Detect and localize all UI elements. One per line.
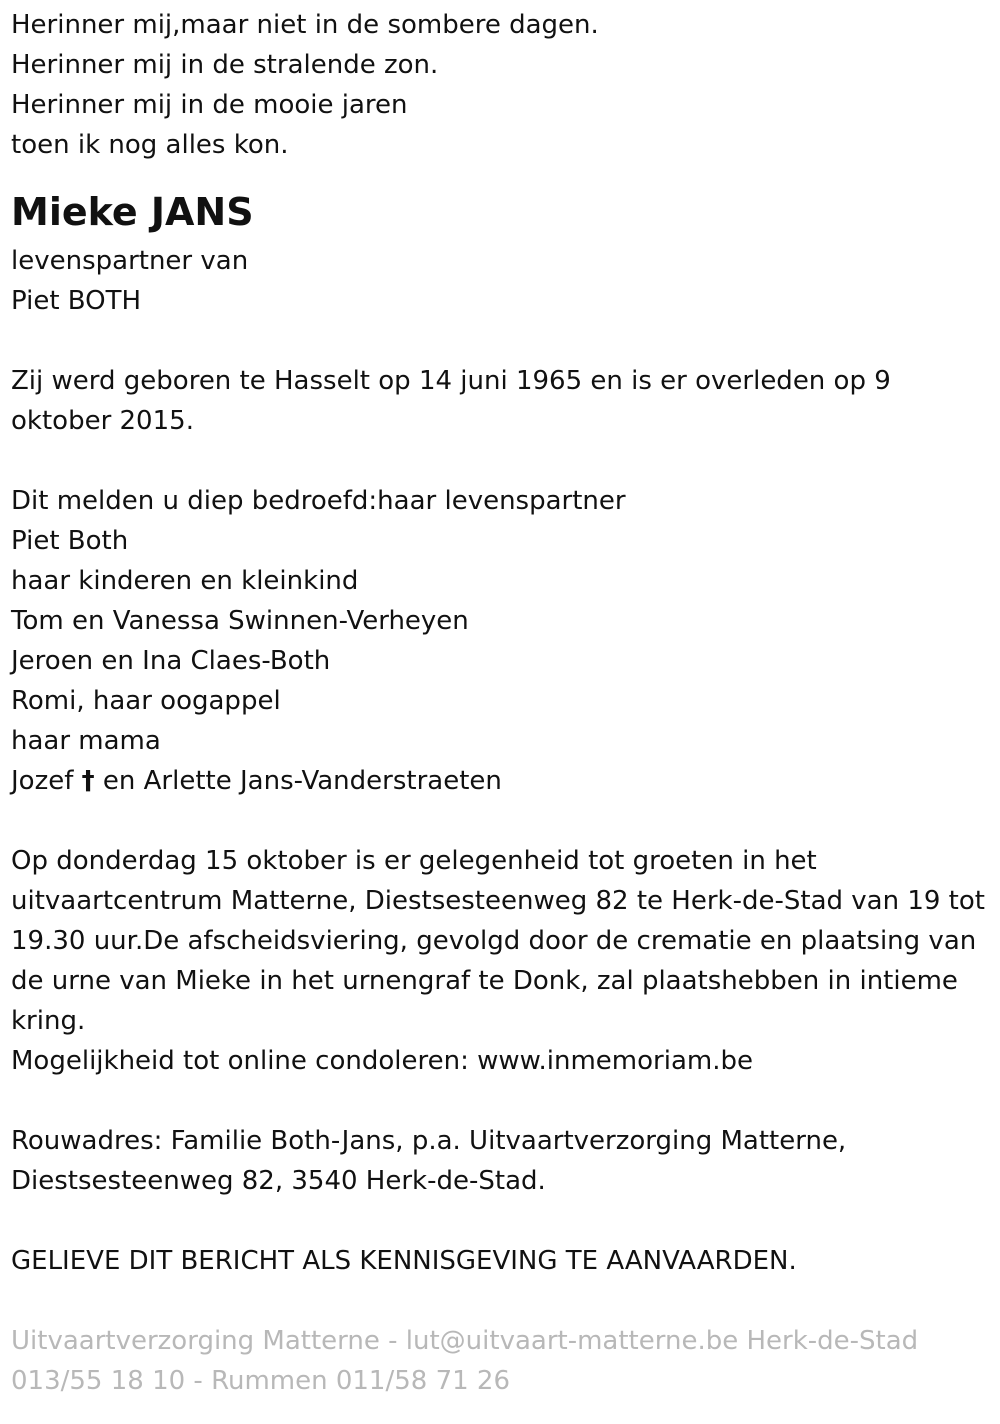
- spacer: [11, 1201, 991, 1241]
- footer: [11, 1321, 991, 1401]
- condolence-text: Mogelijkheid tot online condoleren: www.inmemoriam.be: [11, 1046, 753, 1076]
- family-heading: haar mama: [11, 726, 161, 756]
- footer-line: Uitvaartverzorging Matterne - lut@uitvaart-matterne.be Herk-de-Stad: [11, 1326, 919, 1356]
- address-line: Rouwadres: Familie Both-Jans, p.a. Uitvaartverzorging Matterne,: [11, 1126, 847, 1156]
- parent-father: Jozef: [11, 766, 74, 796]
- obituary-page: [11, 5, 991, 1401]
- spacer: [11, 1081, 991, 1121]
- family-member: Jeroen en Ina Claes-Both: [11, 646, 331, 676]
- footer-line: 013/55 18 10 - Rummen 011/58 71 26: [11, 1366, 511, 1396]
- parent-mother: en Arlette Jans-Vanderstraeten: [102, 766, 502, 796]
- poem-line: toen ik nog alles kon.: [11, 130, 289, 160]
- poem-line: Herinner mij,maar niet in de sombere dagen.: [11, 10, 599, 40]
- parents-line: [11, 761, 991, 801]
- family-heading: haar kinderen en kleinkind: [11, 566, 359, 596]
- poem-line: Herinner mij in de stralende zon.: [11, 50, 439, 80]
- birth-death-text: Zij werd geboren te Hasselt op 14 juni 1965 en is er overleden op 9 oktober 2015.: [11, 366, 891, 436]
- family-member: Romi, haar oogappel: [11, 686, 281, 716]
- spacer: [11, 441, 991, 481]
- spacer: [11, 801, 991, 841]
- family-member: Piet Both: [11, 526, 129, 556]
- notice-text: GELIEVE DIT BERICHT ALS KENNISGEVING TE AANVAARDEN.: [11, 1246, 797, 1276]
- partner-name: Piet BOTH: [11, 286, 142, 316]
- relation-label: levenspartner van: [11, 246, 249, 276]
- family-member: Tom en Vanessa Swinnen-Verheyen: [11, 606, 469, 636]
- ceremony-text: Op donderdag 15 oktober is er gelegenheid tot groeten in het uitvaartcentrum Matterne, Diestsesteenweg 82 te Herk-de-Stad van 19 tot 19.30 uur.De afscheidsviering, gevolgd door de crematie en plaatsing van de urne van Mieke in het urnengraf te Donk, zal plaatshebben in intieme kring.: [11, 846, 985, 1036]
- poem: [11, 5, 991, 165]
- announcement-intro: Dit melden u diep bedroefd:haar levenspartner: [11, 486, 626, 516]
- spacer: [11, 321, 991, 361]
- cross-icon: †: [81, 766, 95, 796]
- poem-line: Herinner mij in de mooie jaren: [11, 90, 408, 120]
- deceased-name: Mieke JANS: [11, 190, 254, 234]
- address-line: Diestsesteenweg 82, 3540 Herk-de-Stad.: [11, 1166, 546, 1196]
- spacer: [11, 1281, 991, 1321]
- family-announcement: [11, 481, 991, 801]
